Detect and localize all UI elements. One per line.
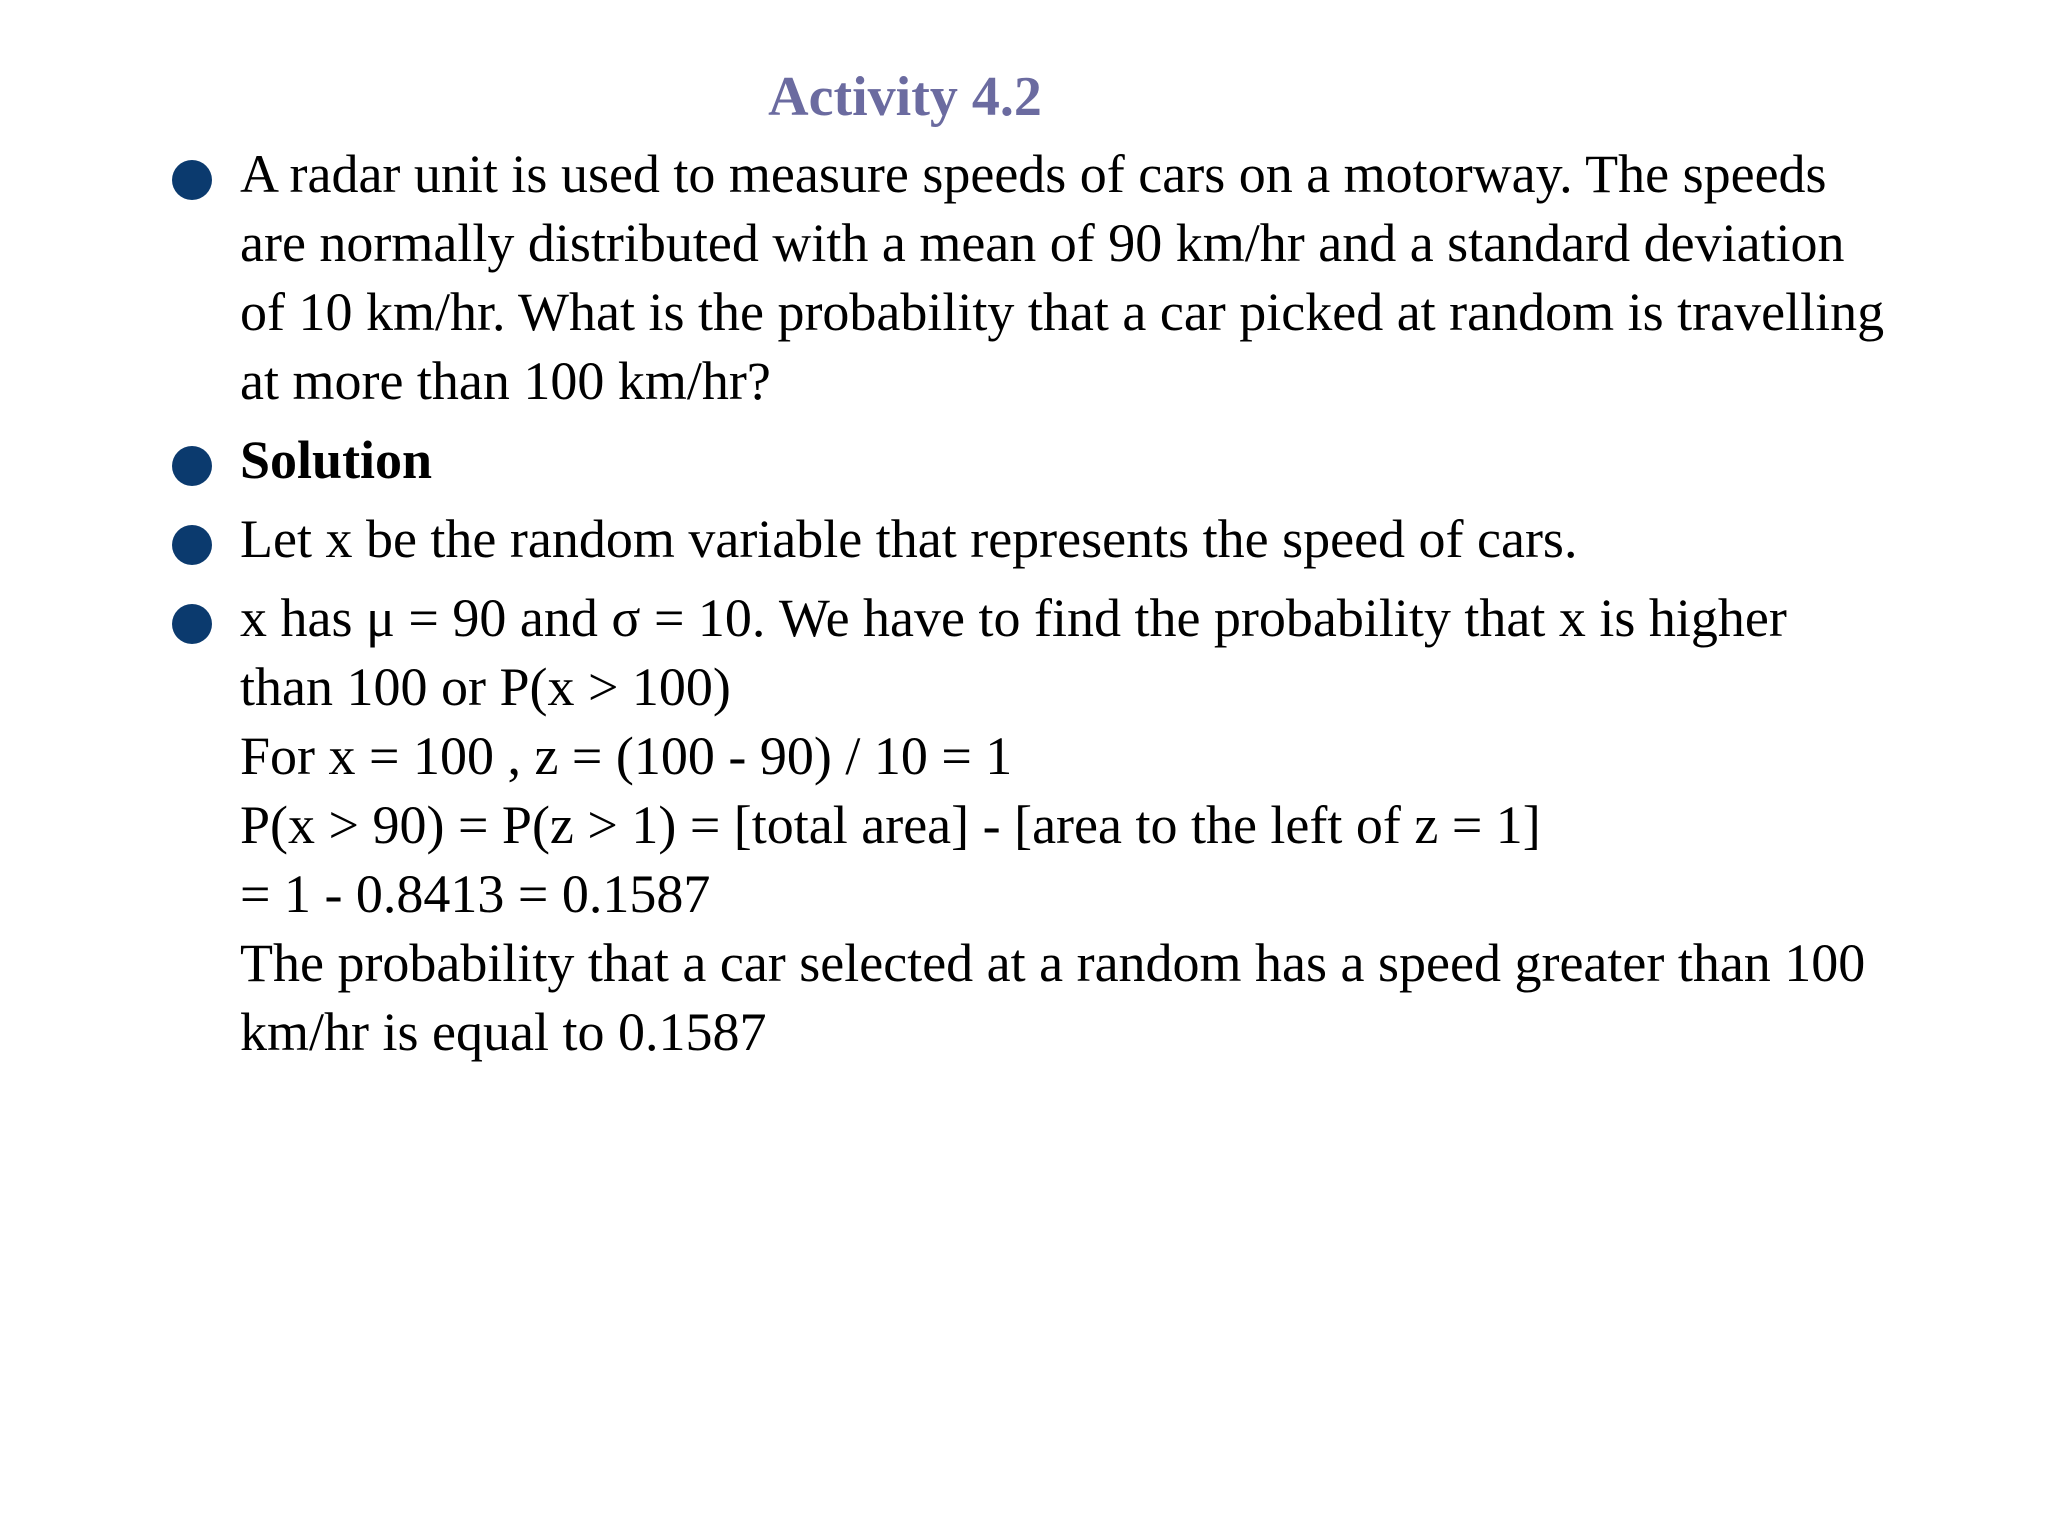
solution-heading: Solution <box>240 430 433 490</box>
bullet-dot-icon <box>172 446 212 486</box>
solution-line-1: x has μ = 90 and σ = 10. We have to find the probability that x is higher <box>240 588 1787 648</box>
question-line-4: at more than 100 km/hr? <box>240 351 771 411</box>
solution-line-7: km/hr is equal to 0.1587 <box>240 1002 767 1062</box>
bullet-dot-icon <box>172 604 212 644</box>
solution-line-3: For x = 100 , z = (100 - 90) / 10 = 1 <box>240 726 1013 786</box>
bullet-dot-icon <box>172 525 212 565</box>
question-line-2: are normally distributed with a mean of 90 km/hr and a standard deviation <box>240 213 1845 273</box>
solution-line-6: The probability that a car selected at a random has a speed greater than 100 <box>240 933 1866 993</box>
question-line-3: of 10 km/hr. What is the probability that a car picked at random is travelling <box>240 282 1885 342</box>
solution-line-5: = 1 - 0.8413 = 0.1587 <box>240 864 711 924</box>
bullet-solution-steps <box>170 584 2010 1067</box>
bullet-list <box>170 140 2010 1067</box>
bullet-variable-definition <box>170 505 2010 574</box>
slide-title: Activity 4.2 <box>768 66 1042 128</box>
variable-definition-line: Let x be the random variable that represents the speed of cars. <box>240 509 1578 569</box>
bullet-solution-heading <box>170 426 2010 495</box>
solution-line-2: than 100 or P(x > 100) <box>240 657 731 717</box>
solution-line-4: P(x > 90) = P(z > 1) = [total area] - [area to the left of z = 1] <box>240 795 1541 855</box>
bullet-question <box>170 140 2010 416</box>
bullet-dot-icon <box>172 160 212 200</box>
question-line-1: A radar unit is used to measure speeds of cars on a motorway. The speeds <box>240 144 1827 204</box>
